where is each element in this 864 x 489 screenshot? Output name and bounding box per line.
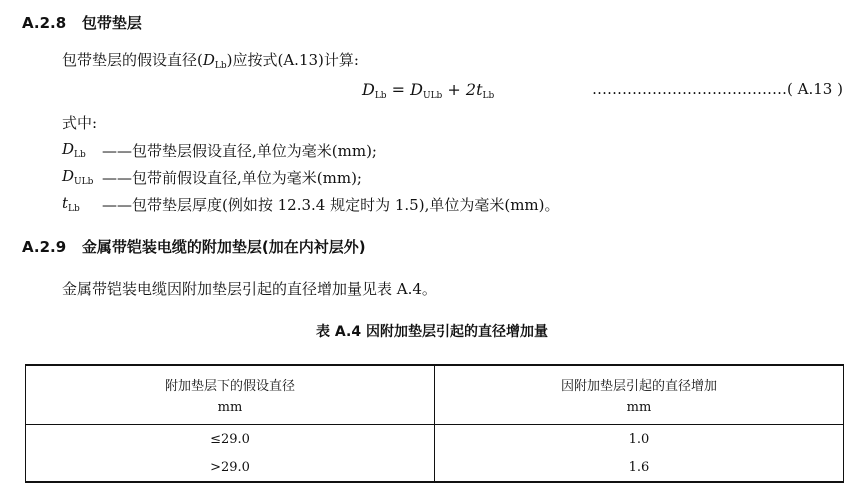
data-table <box>25 364 844 483</box>
section-a28-intro <box>62 49 359 71</box>
intro-text-pre: 包带垫层的假设直径( <box>62 51 203 69</box>
equation-mid-sub: ULb <box>422 91 443 101</box>
definition-text: ——包带前假设直径,单位为毫米(mm); <box>102 169 362 187</box>
intro-subscript: Lb <box>214 61 227 71</box>
equation-rhs-sub: Lb <box>482 91 495 101</box>
section-title: 包带垫层 <box>81 14 142 32</box>
table-caption: 表 A.4 因附加垫层引起的直径增加量 <box>316 324 548 340</box>
table-cell: >29.0 <box>26 453 435 482</box>
section-number: A.2.9 <box>22 238 67 256</box>
header-unit: mm <box>626 400 652 415</box>
table-cell: ≤29.0 <box>26 425 435 454</box>
table-header-row <box>26 365 844 425</box>
table-cell: 1.6 <box>435 453 844 482</box>
equation-number: …………………………………( A.13 ) <box>592 80 843 98</box>
where-label: 式中: <box>62 114 98 132</box>
section-a29-heading <box>22 236 366 257</box>
table-row <box>26 453 844 482</box>
table-row <box>26 425 844 454</box>
definition-subscript: ULb <box>74 177 94 187</box>
header-label: 附加垫层下的假设直径 <box>164 379 295 394</box>
intro-symbol: D <box>202 51 215 69</box>
table-header-cell <box>26 365 435 425</box>
definition-item <box>62 194 560 214</box>
equation-lhs-sub: Lb <box>374 91 387 101</box>
section-a29-text: 金属带铠装电缆因附加垫层引起的直径增加量见表 A.4。 <box>62 280 437 298</box>
definition-symbol: t <box>62 194 69 212</box>
definition-item <box>62 140 377 160</box>
equation-lhs: D <box>362 80 375 99</box>
header-unit: mm <box>217 400 243 415</box>
table-header-cell <box>435 365 844 425</box>
section-title: 金属带铠装电缆的附加垫层(加在内衬层外) <box>81 238 366 256</box>
table-cell: 1.0 <box>435 425 844 454</box>
header-label: 因附加垫层引起的直径增加 <box>560 379 717 394</box>
equation-mid: = D <box>386 80 423 99</box>
definition-subscript: Lb <box>74 150 86 160</box>
section-a28-heading <box>22 12 142 33</box>
definition-text: ——包带垫层假设直径,单位为毫米(mm); <box>102 142 377 160</box>
definition-text: ——包带垫层厚度(例如按 12.3.4 规定时为 1.5),单位为毫米(mm)。 <box>102 196 560 214</box>
definition-symbol: D <box>62 167 75 185</box>
definition-subscript: Lb <box>68 204 80 214</box>
intro-text-post: )应按式(A.13)计算: <box>226 51 359 69</box>
definition-symbol: D <box>62 140 75 158</box>
equation-rhs: + 2t <box>442 80 483 99</box>
section-number: A.2.8 <box>22 14 67 32</box>
equation-a13 <box>362 80 494 101</box>
definition-item <box>62 167 362 187</box>
